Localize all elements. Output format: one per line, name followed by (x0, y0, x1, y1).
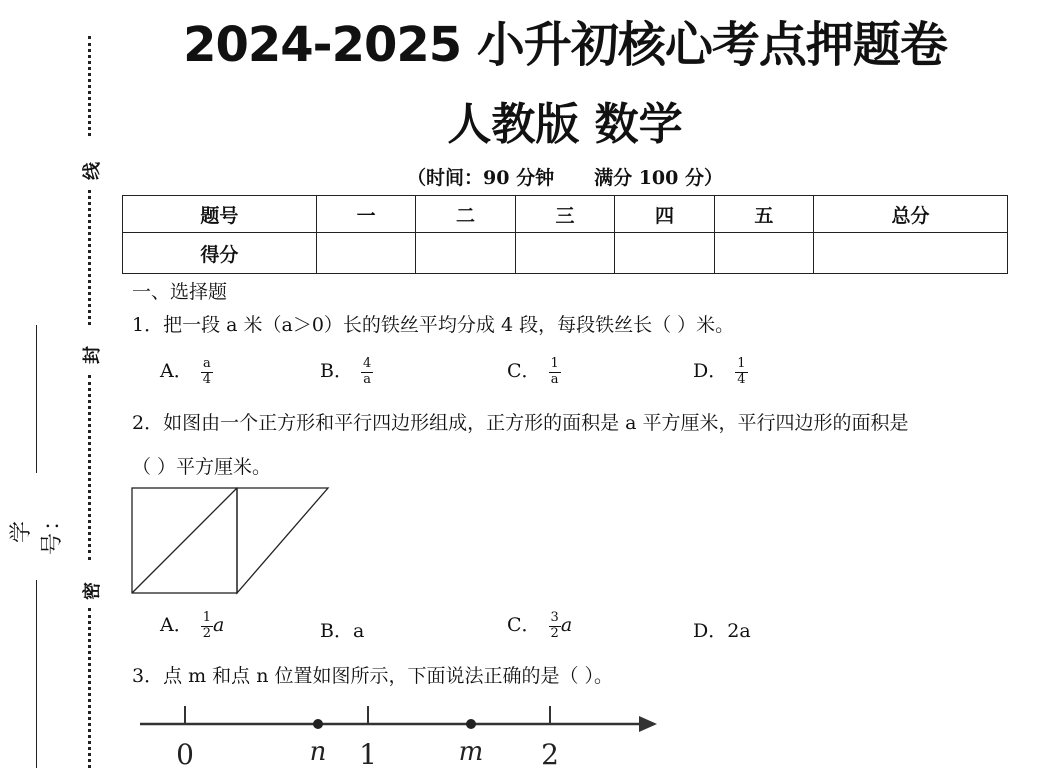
exam-title: 2024-2025 小升初核心考点押题卷 (183, 17, 947, 73)
table-header-cell: 题号 (123, 196, 317, 233)
score-info: 满分 100 分） (594, 167, 723, 189)
arrow-icon (639, 716, 657, 732)
time-info: （时间：90 分钟 (407, 167, 555, 189)
tick-label-0: 0 (176, 738, 194, 768)
q2-option-c[interactable] (507, 610, 572, 641)
score-cell[interactable] (615, 233, 714, 274)
score-cell[interactable] (316, 233, 415, 274)
score-table (122, 195, 1008, 274)
fraction (201, 357, 213, 387)
fraction (549, 611, 561, 641)
table-header-cell: 总分 (814, 196, 1008, 233)
seal-char-feng: 封 (82, 346, 103, 364)
table-header-cell: 二 (416, 196, 515, 233)
option-label: D． (693, 620, 728, 642)
student-id-blank-line (36, 325, 37, 473)
square-diagonal (132, 488, 237, 593)
question-2-text-line1: 2．如图由一个正方形和平行四边形组成，正方形的面积是 a 平方厘米，平行四边形的面积是 (132, 412, 909, 434)
option-label: B． (320, 360, 353, 382)
fraction-numerator: 1 (202, 610, 212, 626)
q1-option-d[interactable] (693, 356, 748, 387)
option-label: D． (693, 360, 728, 382)
number-line-figure (135, 700, 665, 768)
section-title: 一、选择题 (132, 281, 228, 303)
table-header-cell: 三 (515, 196, 614, 233)
q1-option-b[interactable] (320, 356, 373, 387)
option-label: A． (160, 614, 193, 636)
fraction-numerator: 3 (550, 610, 559, 626)
fraction-denominator: a (550, 371, 559, 387)
option-value: a (352, 620, 365, 642)
student-id-label: 学号： (9, 507, 65, 556)
q2-option-a[interactable] (160, 610, 224, 641)
fraction (549, 357, 561, 387)
time-score-info (120, 163, 1010, 190)
table-header-cell: 一 (316, 196, 415, 233)
option-label: C． (507, 360, 541, 382)
score-cell[interactable] (714, 233, 813, 274)
fraction-denominator: 4 (737, 371, 746, 387)
tick-label-1: 1 (359, 738, 377, 768)
fraction (201, 611, 213, 641)
option-label: C． (507, 614, 541, 636)
variable-a: a (213, 614, 225, 636)
fraction (735, 357, 747, 387)
question-2-text-line2: （ ）平方厘米。 (132, 456, 272, 478)
square-parallelogram-figure (130, 486, 335, 596)
tick-label-2: 2 (541, 738, 559, 768)
fraction-numerator: 4 (362, 356, 372, 372)
point-label-n: n (309, 737, 327, 767)
margin-line (36, 580, 37, 768)
score-table-header-row (123, 196, 1008, 233)
score-table-score-row (123, 233, 1008, 274)
table-header-cell: 四 (615, 196, 714, 233)
score-cell[interactable] (814, 233, 1008, 274)
fraction-numerator: 1 (737, 356, 746, 372)
fraction-denominator: a (363, 371, 371, 387)
dotted-binding-line (88, 36, 91, 136)
q1-option-a[interactable] (160, 356, 213, 387)
fraction-denominator: 2 (550, 625, 559, 641)
option-label: B． (320, 620, 353, 642)
table-row-label: 得分 (123, 233, 317, 274)
fraction-numerator: a (202, 356, 211, 372)
fraction-numerator: 1 (550, 356, 559, 372)
point-n (313, 719, 323, 729)
question-3-text: 3．点 m 和点 n 位置如图所示，下面说法正确的是（ ）。 (132, 665, 614, 687)
fraction-denominator: 4 (202, 371, 212, 387)
exam-subtitle: 人教版 数学 (447, 99, 683, 150)
dotted-binding-line (88, 190, 91, 325)
fraction-denominator: 2 (202, 625, 212, 641)
variable-a: a (560, 614, 573, 636)
point-m (466, 719, 476, 729)
dotted-binding-line (88, 608, 91, 768)
q2-option-d[interactable] (693, 616, 751, 643)
score-cell[interactable] (416, 233, 515, 274)
fraction (361, 357, 373, 387)
question-1-text: 1．把一段 a 米（a＞0）长的铁丝平均分成 4 段，每段铁丝长（ ）米。 (132, 314, 735, 336)
q2-option-b[interactable] (320, 616, 364, 643)
dotted-binding-line (88, 375, 91, 560)
point-label-m: m (458, 737, 484, 767)
parallelogram-edge (237, 488, 328, 593)
option-label: A． (160, 360, 193, 382)
table-header-cell: 五 (714, 196, 813, 233)
score-cell[interactable] (515, 233, 614, 274)
seal-char-xian: 线 (82, 162, 103, 180)
option-value: 2a (727, 620, 751, 642)
seal-char-mi: 密 (82, 582, 103, 600)
q1-option-c[interactable] (507, 356, 561, 387)
